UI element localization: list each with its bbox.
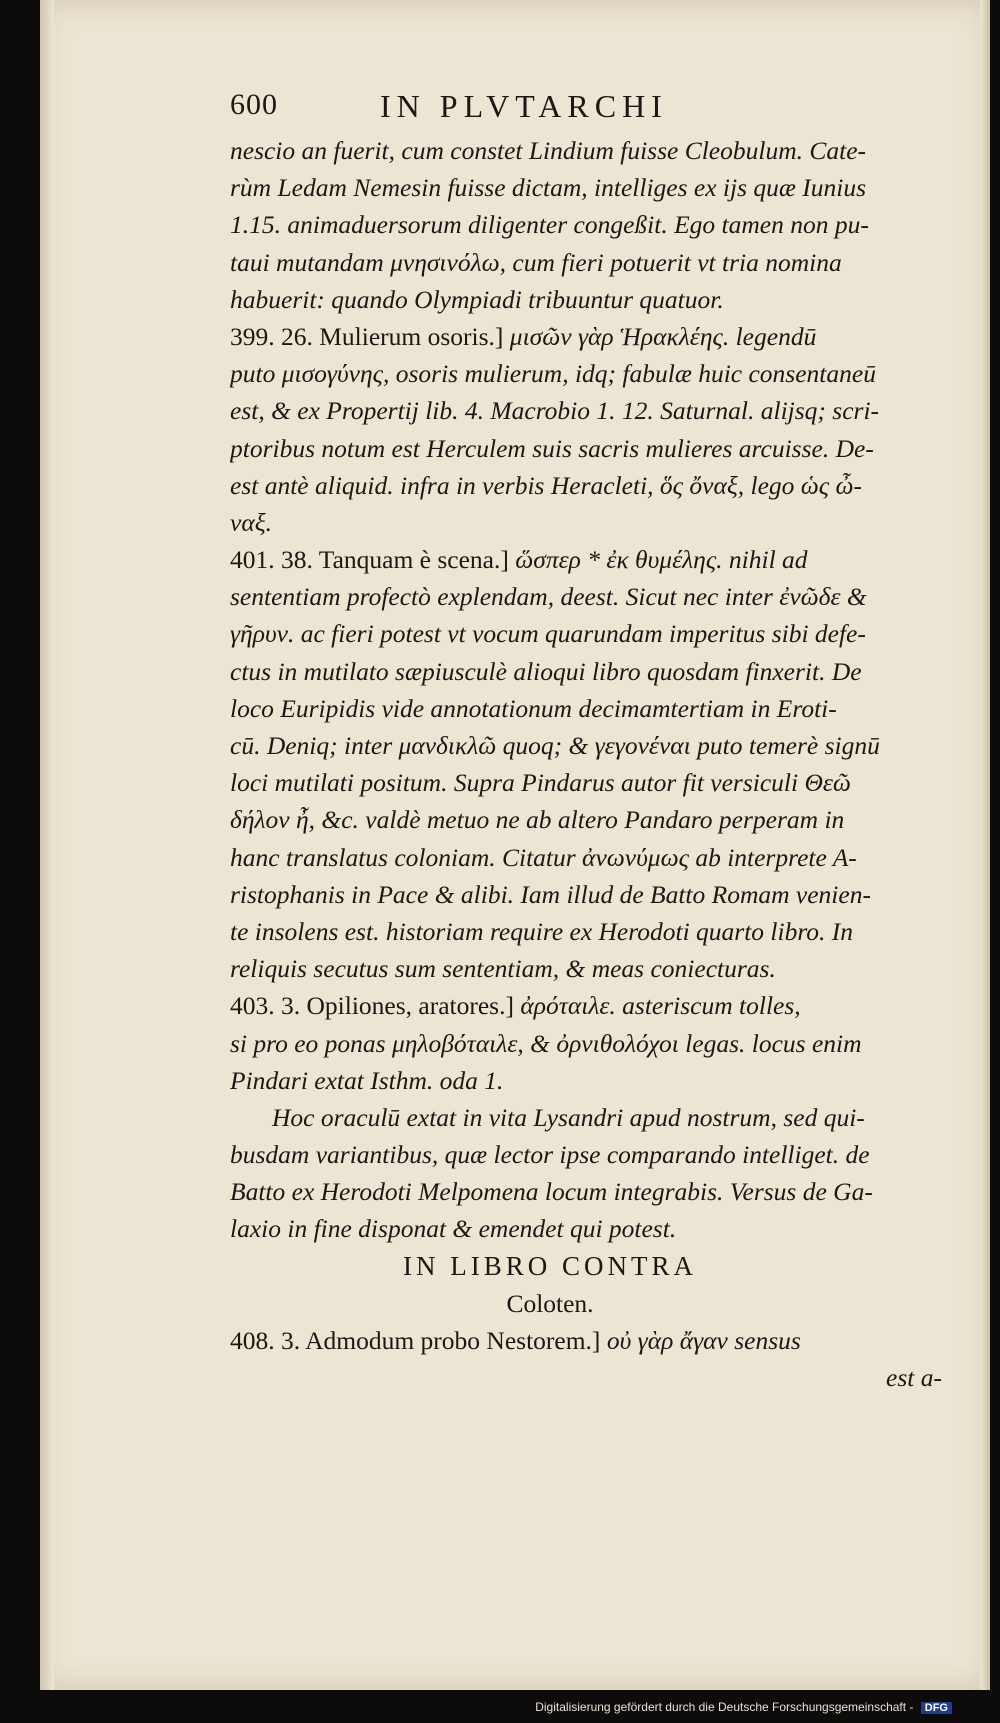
text-line: rùm Ledam Nemesin fuisse dictam, intelliges ex ijs quæ Iunius (230, 173, 867, 203)
text-line: laxio in fine disponat & emendet qui potest. (230, 1214, 677, 1244)
text-line: si pro eo ponas μηλοβόταιλε, & ὀρνιθολόχοι legas. locus enim (230, 1028, 862, 1058)
text-line: ptoribus notum est Herculem suis sacris mulieres arcuisse. De- (230, 433, 874, 463)
text-line: est a- (886, 1363, 942, 1393)
text-line: 1.15. animaduersorum diligenter congeßit. Ego tamen non pu- (230, 210, 869, 240)
page-number: 600 (230, 88, 278, 121)
page-header (230, 88, 950, 138)
text-line: Batto ex Herodoti Melpomena locum integrabis. Versus de Ga- (230, 1177, 873, 1207)
text-line: Pindari extat Isthm. oda 1. (230, 1065, 504, 1095)
text-line (230, 541, 950, 578)
running-head: IN PLVTARCHI (380, 88, 668, 124)
lemma-reference: 399. 26. Mulierum osoris.] (230, 321, 504, 351)
text-line: Hoc oraculū extat in vita Lysandri apud nostrum, sed qui- (272, 1102, 865, 1132)
lemma-reference: 403. 3. Opiliones, aratores.] (230, 991, 514, 1021)
text-line: est, & ex Propertij lib. 4. Macrobio 1. 12. Saturnal. alijsq; scri- (230, 396, 880, 426)
text-line (230, 987, 950, 1024)
text-line: reliquis secutus sum sententiam, & meas coniecturas. (230, 954, 776, 984)
text-line: est antè aliquid. infra in verbis Heracleti, ὅς ὄναξ, lego ὡς ὦ- (230, 470, 862, 500)
text-line: sententiam profectò explendam, deest. Sicut nec inter ἐνῶδε & (230, 582, 867, 612)
text-line: te insolens est. historiam require ex Herodoti quarto libro. In (230, 916, 854, 946)
text-line: cū. Deniq; inter μανδικλῶ quoq; & γεγονέναι puto temerè signū (230, 731, 880, 760)
commentary-text: μισῶν γὰρ Ἡρακλέης. legendū (503, 321, 817, 351)
text-line: hanc translatus coloniam. Citatur ἀνωνύμως ab interprete A- (230, 842, 857, 872)
text-line: habuerit: quando Olympiadi tribuuntur quatuor. (230, 284, 724, 314)
lemma-reference: 401. 38. Tanquam è scena.] (230, 545, 509, 575)
text-line: taui mutandam μνησινόλω, cum fieri potuerit vt tria nomina (230, 247, 842, 277)
commentary-text: οὐ γὰρ ἄγαν sensus (600, 1326, 801, 1355)
text-line: γῆρυν. ac fieri potest vt vocum quarundam imperitus sibi defe- (230, 619, 866, 649)
text-line: ristophanis in Pace & alibi. Iam illud de Batto Romam venien- (230, 879, 871, 909)
page-edge-shadow (980, 0, 990, 1690)
section-subheading: Coloten. (506, 1288, 594, 1318)
text-line: ναξ. (230, 507, 272, 537)
section-heading: IN LIBRO CONTRA (403, 1250, 697, 1281)
text-line: loci mutilati positum. Supra Pindarus autor fit versiculi Θεῶ (230, 768, 851, 798)
lemma-reference: 408. 3. Admodum probo Nestorem.] (230, 1326, 601, 1355)
text-line (230, 318, 950, 355)
text-block (230, 132, 950, 1396)
text-line: puto μισογύνης, osoris mulierum, idq; fabulæ huic consentaneū (230, 359, 876, 389)
commentary-text: ἀρόταιλε. asteriscum tolles, (513, 991, 801, 1021)
text-line: busdam variantibus, quæ lector ipse comparando intelliget. de (230, 1140, 870, 1170)
commentary-text: ὥσπερ * ἐκ θυμέλης. nihil ad (508, 545, 808, 575)
digitization-credit (535, 1700, 952, 1714)
dfg-logo-icon: DFG (921, 1702, 952, 1714)
text-line: nescio an fuerit, cum constet Lindium fuisse Cleobulum. Cate- (230, 136, 867, 165)
text-line: δήλον ἦ, &c. valdè metuo ne ab altero Pandaro perperam in (230, 805, 845, 835)
text-line: ctus in mutilato sæpiusculè alioqui libro quosdam finxerit. De (230, 656, 862, 686)
page-spine-shadow (40, 0, 54, 1690)
text-line: loco Euripidis vide annotationum decimamtertiam in Eroti- (230, 693, 837, 723)
text-line (230, 1322, 950, 1359)
footer-text: Digitalisierung gefördert durch die Deutsche Forschungsgemeinschaft - (535, 1700, 914, 1714)
